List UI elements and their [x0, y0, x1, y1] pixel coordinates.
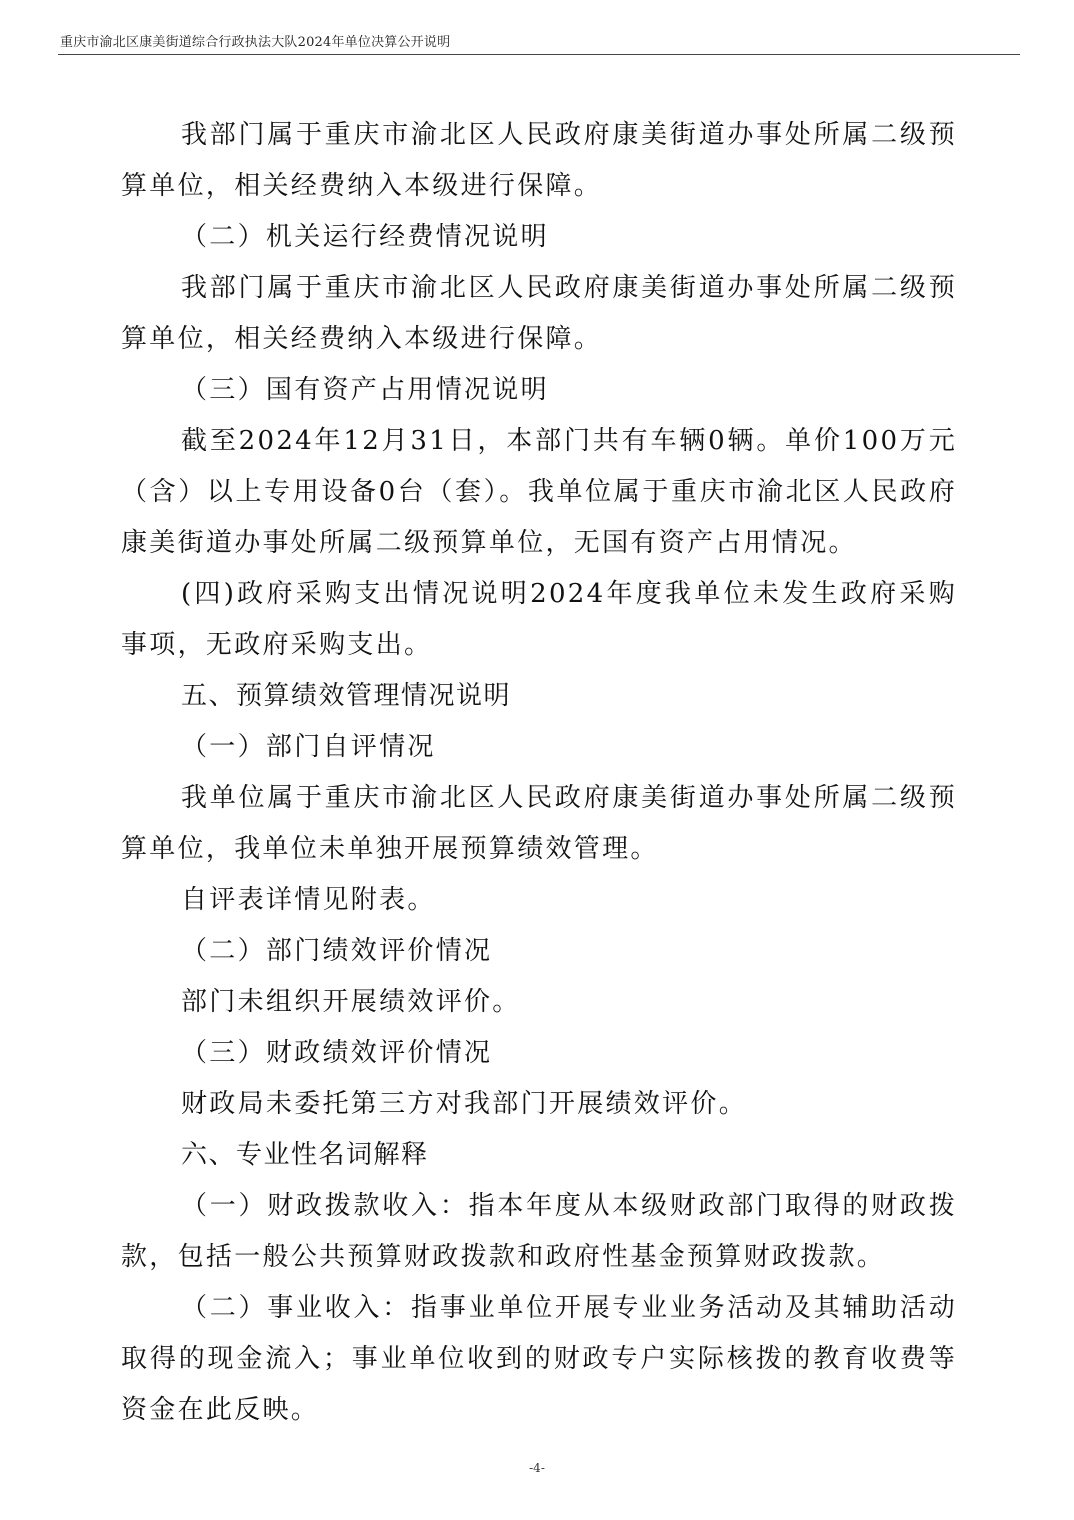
paragraph: 我部门属于重庆市渝北区人民政府康美街道办事处所属二级预算单位，相关经费纳入本级进行保障。: [121, 120, 957, 201]
paragraph: 部门未组织开展绩效评价。: [181, 987, 521, 1017]
paragraph: 我部门属于重庆市渝北区人民政府康美街道办事处所属二级预算单位，相关经费纳入本级进行保障。: [121, 273, 957, 354]
section-heading: 六、专业性名词解释: [181, 1140, 429, 1170]
page-body: [121, 110, 957, 1436]
paragraph: 自评表详情见附表。: [181, 885, 436, 915]
paragraph: (四)政府采购支出情况说明2024年度我单位未发生政府采购事项，无政府采购支出。: [121, 579, 957, 660]
paragraph: 财政局未委托第三方对我部门开展绩效评价。: [181, 1089, 748, 1119]
page-number: -4-: [529, 1461, 545, 1475]
paragraph: （一）财政拨款收入：指本年度从本级财政部门取得的财政拨款，包括一般公共预算财政拨款和政府性基金预算财政拨款。: [121, 1191, 957, 1272]
subheading: （二）机关运行经费情况说明: [181, 222, 549, 252]
running-header: 重庆市渝北区康美街道综合行政执法大队2024年单位决算公开说明: [60, 35, 451, 50]
paragraph: 截至2024年12月31日，本部门共有车辆0辆。单价100万元（含）以上专用设备0台（套）。我单位属于重庆市渝北区人民政府康美街道办事处所属二级预算单位，无国有资产占用情况。: [121, 426, 957, 558]
section-heading: 五、预算绩效管理情况说明: [181, 681, 512, 711]
subheading: （二）部门绩效评价情况: [181, 936, 493, 966]
subheading: （三）国有资产占用情况说明: [181, 375, 549, 405]
paragraph: （二）事业收入：指事业单位开展专业业务活动及其辅助活动取得的现金流入；事业单位收到的财政专户实际核拨的教育收费等资金在此反映。: [121, 1293, 957, 1425]
header-divider: [58, 54, 1020, 55]
paragraph: 我单位属于重庆市渝北区人民政府康美街道办事处所属二级预算单位，我单位未单独开展预算绩效管理。: [121, 783, 957, 864]
subheading: （一）部门自评情况: [181, 732, 436, 762]
subheading: （三）财政绩效评价情况: [181, 1038, 493, 1068]
